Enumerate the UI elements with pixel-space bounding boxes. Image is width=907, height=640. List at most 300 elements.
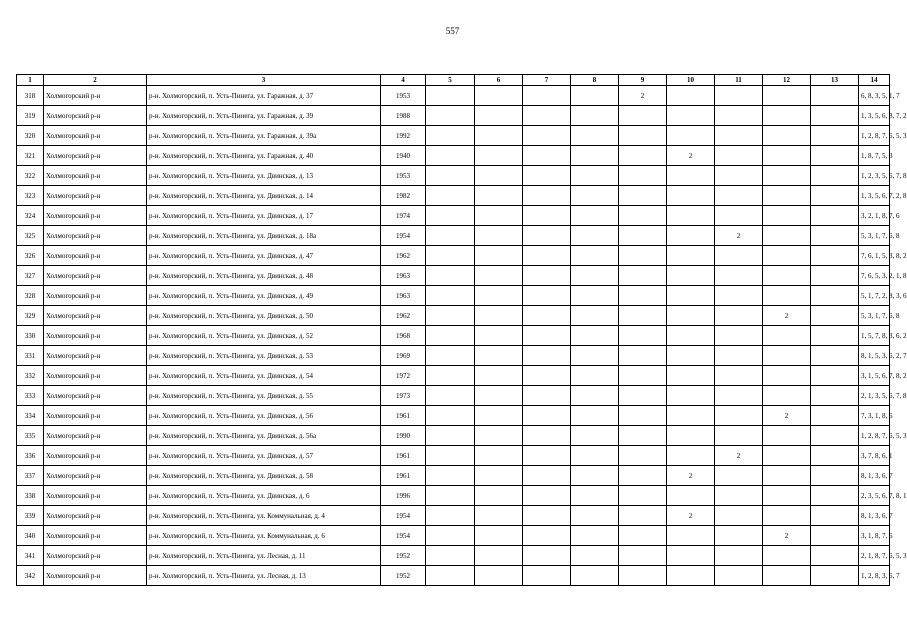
column-9-cell (619, 206, 667, 226)
column-11-cell (715, 266, 763, 286)
year-cell: 1961 (381, 406, 426, 426)
column-5-cell (426, 346, 475, 366)
sequence-cell: 6, 8, 3, 5, 1, 7 (859, 86, 890, 106)
row-number-cell: 340 (17, 526, 44, 546)
column-10-cell: 2 (667, 146, 715, 166)
district-cell: Холмогорский р-н (44, 406, 147, 426)
sequence-cell: 2, 1, 8, 7, 6, 5, 3 (859, 546, 890, 566)
column-12-cell (763, 426, 811, 446)
column-13-cell (811, 106, 859, 126)
address-cell: р-н. Холмогорский, п. Усть-Пинега, ул. Двинская, д. 58 (147, 466, 381, 486)
district-cell: Холмогорский р-н (44, 346, 147, 366)
column-5-cell (426, 226, 475, 246)
column-5-cell (426, 566, 475, 586)
column-8-cell (571, 466, 619, 486)
column-7-cell (523, 146, 571, 166)
column-10-cell (667, 306, 715, 326)
column-header-14: 14 (859, 75, 890, 86)
column-5-cell (426, 406, 475, 426)
column-12-cell (763, 286, 811, 306)
row-number-cell: 334 (17, 406, 44, 426)
column-11-cell (715, 506, 763, 526)
column-12-cell (763, 206, 811, 226)
column-header-12: 12 (763, 75, 811, 86)
row-number-cell: 331 (17, 346, 44, 366)
column-11-cell (715, 326, 763, 346)
address-cell: р-н. Холмогорский, п. Усть-Пинега, ул. Двинская, д. 50 (147, 306, 381, 326)
address-cell: р-н. Холмогорский, п. Усть-Пинега, ул. Двинская, д. 56а (147, 426, 381, 446)
column-12-cell (763, 186, 811, 206)
column-8-cell (571, 566, 619, 586)
page-number: 557 (445, 26, 460, 36)
district-cell: Холмогорский р-н (44, 486, 147, 506)
column-6-cell (475, 186, 523, 206)
column-12-cell (763, 346, 811, 366)
column-12-cell (763, 366, 811, 386)
table-row (17, 406, 890, 426)
column-9-cell: 2 (619, 86, 667, 106)
district-cell: Холмогорский р-н (44, 446, 147, 466)
address-cell: р-н. Холмогорский, п. Усть-Пинега, ул. Двинская, д. 56 (147, 406, 381, 426)
district-cell: Холмогорский р-н (44, 246, 147, 266)
column-9-cell (619, 126, 667, 146)
table-row (17, 386, 890, 406)
year-cell: 1990 (381, 426, 426, 446)
column-11-cell (715, 286, 763, 306)
sequence-cell: 3, 1, 5, 6, 7, 8, 2 (859, 366, 890, 386)
sequence-cell: 1, 2, 8, 7, 6, 5, 3 (859, 426, 890, 446)
column-7-cell (523, 526, 571, 546)
column-11-cell (715, 566, 763, 586)
district-cell: Холмогорский р-н (44, 226, 147, 246)
column-6-cell (475, 266, 523, 286)
sequence-cell: 3, 1, 8, 7, 6 (859, 526, 890, 546)
row-number-cell: 322 (17, 166, 44, 186)
column-11-cell (715, 346, 763, 366)
table-row (17, 446, 890, 466)
column-13-cell (811, 406, 859, 426)
column-12-cell (763, 326, 811, 346)
column-7-cell (523, 306, 571, 326)
column-9-cell (619, 406, 667, 426)
year-cell: 1969 (381, 346, 426, 366)
year-cell: 1952 (381, 546, 426, 566)
column-5-cell (426, 306, 475, 326)
year-cell: 1954 (381, 226, 426, 246)
table-body (17, 86, 907, 586)
table-row (17, 86, 890, 106)
district-cell: Холмогорский р-н (44, 366, 147, 386)
column-11-cell (715, 526, 763, 546)
column-12-cell: 2 (763, 306, 811, 326)
column-6-cell (475, 286, 523, 306)
column-7-cell (523, 106, 571, 126)
column-11-cell (715, 546, 763, 566)
column-10-cell (667, 106, 715, 126)
address-cell: р-н. Холмогорский, п. Усть-Пинега, ул. Двинская, д. 6 (147, 486, 381, 506)
table-row (17, 326, 890, 346)
column-11-cell (715, 106, 763, 126)
column-12-cell (763, 86, 811, 106)
column-8-cell (571, 266, 619, 286)
column-6-cell (475, 506, 523, 526)
column-10-cell (667, 366, 715, 386)
column-9-cell (619, 426, 667, 446)
row-number-cell: 339 (17, 506, 44, 526)
address-cell: р-н. Холмогорский, п. Усть-Пинега, ул. Двинская, д. 55 (147, 386, 381, 406)
column-8-cell (571, 166, 619, 186)
column-9-cell (619, 506, 667, 526)
district-cell: Холмогорский р-н (44, 206, 147, 226)
column-9-cell (619, 226, 667, 246)
column-7-cell (523, 346, 571, 366)
row-number-cell: 335 (17, 426, 44, 446)
sequence-cell: 5, 3, 1, 7, 6, 8 (859, 226, 890, 246)
column-header-7: 7 (523, 75, 571, 86)
year-cell: 1972 (381, 366, 426, 386)
row-number-cell: 336 (17, 446, 44, 466)
column-11-cell (715, 426, 763, 446)
column-10-cell (667, 406, 715, 426)
column-7-cell (523, 166, 571, 186)
table-row (17, 106, 890, 126)
column-6-cell (475, 386, 523, 406)
column-12-cell (763, 466, 811, 486)
sequence-cell: 5, 3, 1, 7, 6, 8 (859, 306, 890, 326)
column-11-cell (715, 206, 763, 226)
district-cell: Холмогорский р-н (44, 126, 147, 146)
column-13-cell (811, 286, 859, 306)
column-10-cell (667, 126, 715, 146)
column-10-cell (667, 446, 715, 466)
row-number-cell: 320 (17, 126, 44, 146)
column-11-cell (715, 186, 763, 206)
address-cell: р-н. Холмогорский, п. Усть-Пинега, ул. Коммунальная, д. 4 (147, 506, 381, 526)
row-number-cell: 326 (17, 246, 44, 266)
column-9-cell (619, 346, 667, 366)
column-header-13: 13 (811, 75, 859, 86)
row-number-cell: 327 (17, 266, 44, 286)
column-6-cell (475, 546, 523, 566)
column-5-cell (426, 186, 475, 206)
column-5-cell (426, 106, 475, 126)
column-11-cell (715, 306, 763, 326)
column-13-cell (811, 126, 859, 146)
column-8-cell (571, 286, 619, 306)
column-12-cell (763, 506, 811, 526)
district-cell: Холмогорский р-н (44, 506, 147, 526)
column-11-cell (715, 366, 763, 386)
year-cell: 1982 (381, 186, 426, 206)
address-cell: р-н. Холмогорский, п. Усть-Пинега, ул. Гаражная, д. 37 (147, 86, 381, 106)
column-5-cell (426, 326, 475, 346)
column-10-cell (667, 246, 715, 266)
table-row (17, 526, 890, 546)
address-cell: р-н. Холмогорский, п. Усть-Пинега, ул. Двинская, д. 14 (147, 186, 381, 206)
table-row (17, 486, 890, 506)
address-cell: р-н. Холмогорский, п. Усть-Пинега, ул. Двинская, д. 48 (147, 266, 381, 286)
column-7-cell (523, 566, 571, 586)
column-7-cell (523, 426, 571, 446)
year-cell: 1974 (381, 206, 426, 226)
column-6-cell (475, 226, 523, 246)
year-cell: 1988 (381, 106, 426, 126)
column-13-cell (811, 226, 859, 246)
row-number-cell: 328 (17, 286, 44, 306)
column-6-cell (475, 446, 523, 466)
column-header-11: 11 (715, 75, 763, 86)
table-row (17, 466, 890, 486)
column-11-cell (715, 386, 763, 406)
column-11-cell: 2 (715, 446, 763, 466)
column-8-cell (571, 486, 619, 506)
column-13-cell (811, 466, 859, 486)
column-11-cell (715, 126, 763, 146)
column-5-cell (426, 426, 475, 446)
column-6-cell (475, 86, 523, 106)
address-cell: р-н. Холмогорский, п. Усть-Пинега, ул. Двинская, д. 53 (147, 346, 381, 366)
sequence-cell: 1, 5, 7, 8, 3, 6, 2 (859, 326, 890, 346)
column-5-cell (426, 546, 475, 566)
column-8-cell (571, 426, 619, 446)
table-row (17, 286, 890, 306)
table-row (17, 126, 890, 146)
address-cell: р-н. Холмогорский, п. Усть-Пинега, ул. Гаражная, д. 39а (147, 126, 381, 146)
column-13-cell (811, 506, 859, 526)
column-12-cell (763, 446, 811, 466)
column-9-cell (619, 466, 667, 486)
row-number-cell: 337 (17, 466, 44, 486)
column-5-cell (426, 126, 475, 146)
address-cell: р-н. Холмогорский, п. Усть-Пинега, ул. Двинская, д. 54 (147, 366, 381, 386)
column-7-cell (523, 126, 571, 146)
column-6-cell (475, 206, 523, 226)
district-cell: Холмогорский р-н (44, 466, 147, 486)
column-7-cell (523, 226, 571, 246)
sequence-cell: 5, 1, 7, 2, 8, 3, 6 (859, 286, 890, 306)
column-10-cell (667, 386, 715, 406)
table-row (17, 546, 890, 566)
column-8-cell (571, 526, 619, 546)
year-cell: 1992 (381, 126, 426, 146)
table-row (17, 306, 890, 326)
column-9-cell (619, 286, 667, 306)
row-number-cell: 323 (17, 186, 44, 206)
table-row (17, 146, 890, 166)
column-13-cell (811, 546, 859, 566)
column-7-cell (523, 486, 571, 506)
column-8-cell (571, 546, 619, 566)
district-cell: Холмогорский р-н (44, 526, 147, 546)
column-6-cell (475, 146, 523, 166)
column-12-cell (763, 226, 811, 246)
sequence-cell: 7, 6, 5, 3, 2, 1, 8 (859, 266, 890, 286)
column-7-cell (523, 446, 571, 466)
column-10-cell (667, 86, 715, 106)
column-6-cell (475, 366, 523, 386)
address-cell: р-н. Холмогорский, п. Усть-Пинега, ул. Двинская, д. 49 (147, 286, 381, 306)
column-6-cell (475, 346, 523, 366)
column-10-cell (667, 426, 715, 446)
column-5-cell (426, 246, 475, 266)
row-number-cell: 330 (17, 326, 44, 346)
column-6-cell (475, 406, 523, 426)
column-5-cell (426, 286, 475, 306)
column-6-cell (475, 126, 523, 146)
year-cell: 1962 (381, 306, 426, 326)
table-row (17, 246, 890, 266)
column-9-cell (619, 146, 667, 166)
table-row (17, 206, 890, 226)
column-10-cell (667, 546, 715, 566)
column-5-cell (426, 206, 475, 226)
column-header-4: 4 (381, 75, 426, 86)
column-9-cell (619, 246, 667, 266)
address-cell: р-н. Холмогорский, п. Усть-Пинега, ул. Лесная, д. 13 (147, 566, 381, 586)
column-5-cell (426, 466, 475, 486)
address-cell: р-н. Холмогорский, п. Усть-Пинега, ул. Двинская, д. 13 (147, 166, 381, 186)
column-8-cell (571, 366, 619, 386)
column-8-cell (571, 326, 619, 346)
column-7-cell (523, 86, 571, 106)
column-8-cell (571, 206, 619, 226)
column-13-cell (811, 266, 859, 286)
column-10-cell (667, 266, 715, 286)
column-8-cell (571, 226, 619, 246)
table-header-row (17, 75, 890, 86)
column-header-8: 8 (571, 75, 619, 86)
column-11-cell (715, 246, 763, 266)
table-row (17, 366, 890, 386)
sequence-cell: 1, 3, 5, 6, 7, 2, 8 (859, 186, 890, 206)
column-5-cell (426, 526, 475, 546)
year-cell: 1962 (381, 246, 426, 266)
column-7-cell (523, 246, 571, 266)
column-8-cell (571, 186, 619, 206)
column-9-cell (619, 566, 667, 586)
column-8-cell (571, 446, 619, 466)
row-number-cell: 342 (17, 566, 44, 586)
column-9-cell (619, 306, 667, 326)
column-6-cell (475, 166, 523, 186)
column-8-cell (571, 126, 619, 146)
column-12-cell (763, 486, 811, 506)
column-12-cell: 2 (763, 526, 811, 546)
column-7-cell (523, 506, 571, 526)
column-13-cell (811, 306, 859, 326)
column-13-cell (811, 366, 859, 386)
sequence-cell: 7, 3, 1, 8, 6 (859, 406, 890, 426)
column-6-cell (475, 426, 523, 446)
column-8-cell (571, 306, 619, 326)
column-11-cell (715, 466, 763, 486)
column-11-cell: 2 (715, 226, 763, 246)
address-cell: р-н. Холмогорский, п. Усть-Пинега, ул. Гаражная, д. 40 (147, 146, 381, 166)
housing-register-table (16, 74, 907, 586)
district-cell: Холмогорский р-н (44, 286, 147, 306)
column-13-cell (811, 206, 859, 226)
sequence-cell: 8, 1, 3, 6, 7 (859, 466, 890, 486)
address-cell: р-н. Холмогорский, п. Усть-Пинега, ул. Двинская, д. 52 (147, 326, 381, 346)
district-cell: Холмогорский р-н (44, 106, 147, 126)
sequence-cell: 1, 2, 8, 7, 6, 5, 3 (859, 126, 890, 146)
column-10-cell (667, 346, 715, 366)
year-cell: 1968 (381, 326, 426, 346)
column-6-cell (475, 466, 523, 486)
column-header-2: 2 (44, 75, 147, 86)
column-header-5: 5 (426, 75, 475, 86)
year-cell: 1996 (381, 486, 426, 506)
column-9-cell (619, 266, 667, 286)
column-13-cell (811, 386, 859, 406)
column-6-cell (475, 306, 523, 326)
column-10-cell: 2 (667, 506, 715, 526)
column-9-cell (619, 326, 667, 346)
column-5-cell (426, 506, 475, 526)
column-7-cell (523, 406, 571, 426)
table-row (17, 506, 890, 526)
sequence-cell: 2, 1, 3, 5, 6, 7, 8 (859, 386, 890, 406)
column-11-cell (715, 146, 763, 166)
year-cell: 1973 (381, 386, 426, 406)
column-7-cell (523, 366, 571, 386)
column-11-cell (715, 166, 763, 186)
address-cell: р-н. Холмогорский, п. Усть-Пинега, ул. Гаражная, д. 39 (147, 106, 381, 126)
address-cell: р-н. Холмогорский, п. Усть-Пинега, ул. Двинская, д. 57 (147, 446, 381, 466)
year-cell: 1940 (381, 146, 426, 166)
column-5-cell (426, 166, 475, 186)
column-10-cell (667, 486, 715, 506)
column-10-cell (667, 566, 715, 586)
column-10-cell (667, 206, 715, 226)
column-5-cell (426, 386, 475, 406)
column-8-cell (571, 106, 619, 126)
column-6-cell (475, 246, 523, 266)
column-11-cell (715, 486, 763, 506)
table-row (17, 346, 890, 366)
column-5-cell (426, 266, 475, 286)
sequence-cell: 8, 1, 3, 6, 7 (859, 506, 890, 526)
column-9-cell (619, 486, 667, 506)
column-12-cell (763, 246, 811, 266)
column-8-cell (571, 86, 619, 106)
column-6-cell (475, 106, 523, 126)
address-cell: р-н. Холмогорский, п. Усть-Пинега, ул. Коммунальная, д. 6 (147, 526, 381, 546)
district-cell: Холмогорский р-н (44, 426, 147, 446)
column-9-cell (619, 446, 667, 466)
district-cell: Холмогорский р-н (44, 146, 147, 166)
row-number-cell: 341 (17, 546, 44, 566)
column-5-cell (426, 86, 475, 106)
table-row (17, 226, 890, 246)
year-cell: 1954 (381, 506, 426, 526)
table-row (17, 426, 890, 446)
column-7-cell (523, 206, 571, 226)
column-8-cell (571, 246, 619, 266)
sequence-cell: 1, 3, 5, 6, 8, 7, 2 (859, 106, 890, 126)
column-10-cell (667, 186, 715, 206)
column-header-3: 3 (147, 75, 381, 86)
column-13-cell (811, 86, 859, 106)
column-12-cell (763, 566, 811, 586)
sequence-cell: 3, 7, 8, 6, 1 (859, 446, 890, 466)
column-10-cell (667, 166, 715, 186)
column-8-cell (571, 346, 619, 366)
district-cell: Холмогорский р-н (44, 266, 147, 286)
year-cell: 1963 (381, 266, 426, 286)
column-9-cell (619, 106, 667, 126)
address-cell: р-н. Холмогорский, п. Усть-Пинега, ул. Лесная, д. 11 (147, 546, 381, 566)
